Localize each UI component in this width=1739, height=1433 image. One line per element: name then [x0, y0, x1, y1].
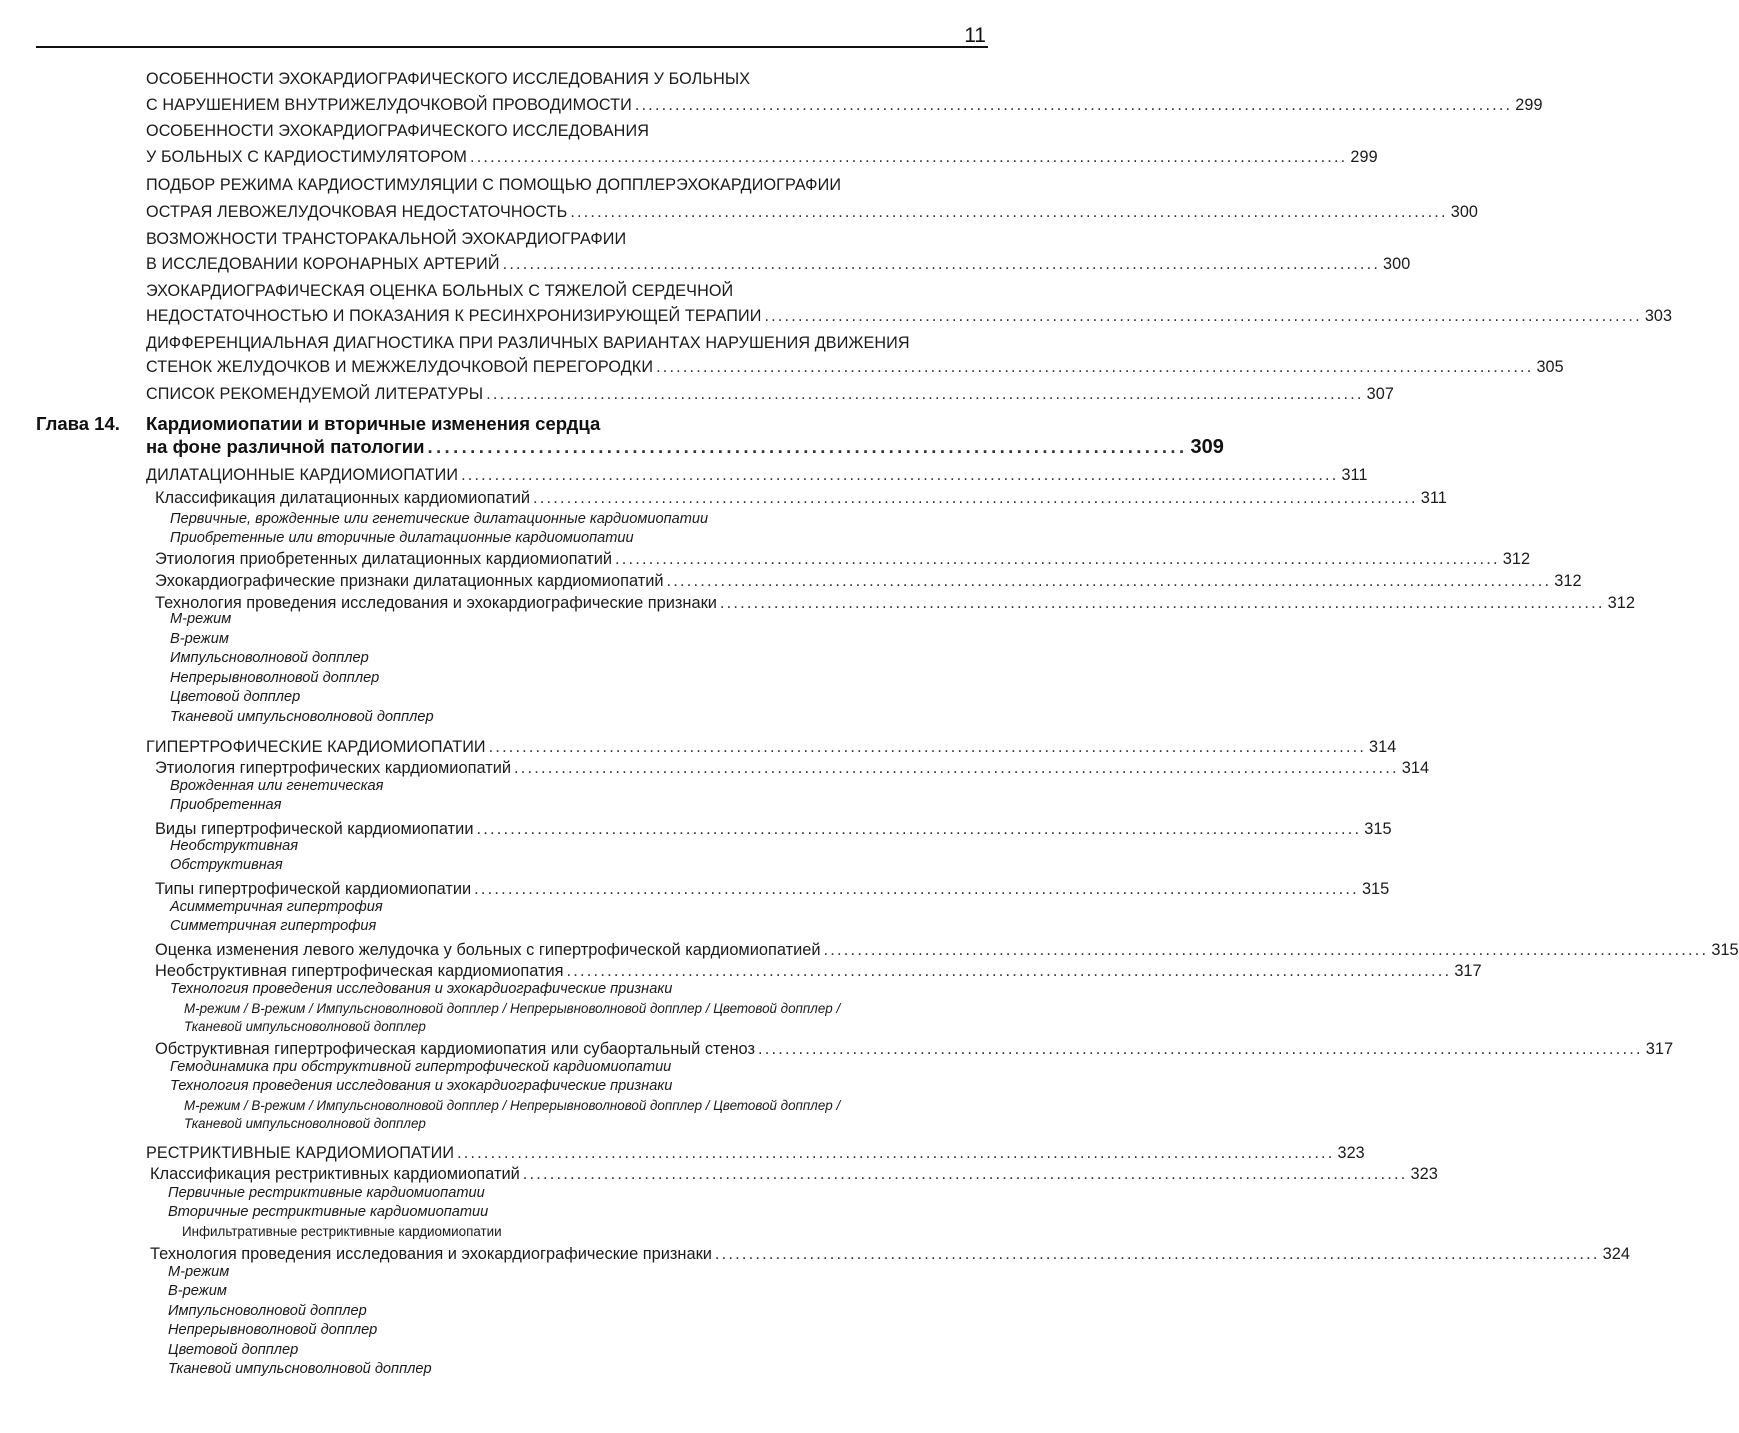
- toc-entry[interactable]: [146, 255, 1411, 274]
- toc-entry-title: Классификация дилатационных кардиомиопатий: [155, 489, 531, 507]
- toc-subitem[interactable]: Импульсноволновой допплер: [168, 1303, 367, 1319]
- dot-leader: ...................................................................................................................................: [758, 1040, 1643, 1058]
- toc-entry[interactable]: [146, 148, 1378, 167]
- toc-entry-line1: ЭХОКАРДИОГРАФИЧЕСКАЯ ОЦЕНКА БОЛЬНЫХ С ТЯЖЕЛОЙ СЕРДЕЧНОЙ: [146, 282, 734, 300]
- dot-leader: ...................................................................................................................................: [476, 820, 1362, 838]
- dot-leader: ...................................................................................................................................: [457, 1144, 1335, 1162]
- chapter-title-line2: на фоне различной патологии: [146, 436, 425, 457]
- dot-leader: ...................................................................................................................................: [470, 148, 1348, 166]
- toc-page-number: 317: [1645, 1040, 1674, 1058]
- toc-page-number: 299: [1515, 96, 1543, 114]
- toc-entry[interactable]: [155, 880, 1390, 899]
- toc-page-number: 307: [1366, 385, 1394, 403]
- toc-page-number: 323: [1337, 1144, 1365, 1162]
- header-rule: [36, 46, 988, 48]
- toc-subitem[interactable]: М-режим: [168, 1264, 230, 1280]
- toc-subitem[interactable]: Тканевой импульсноволновой допплер: [170, 709, 434, 725]
- toc-page-number: 314: [1401, 759, 1430, 777]
- toc-subitem[interactable]: В-режим: [168, 1283, 227, 1299]
- dot-leader: ...................................................................................................................................: [502, 255, 1381, 273]
- toc-entry-title: В ИССЛЕДОВАНИИ КОРОНАРНЫХ АРТЕРИЙ: [146, 255, 500, 273]
- toc-entry-title: Оценка изменения левого желудочка у больных с гипертрофической кардиомиопатией: [155, 941, 821, 959]
- toc-page-number: 299: [1350, 148, 1378, 166]
- toc-page-number: 315: [1364, 820, 1392, 838]
- toc-entry-line1: ОСОБЕННОСТИ ЭХОКАРДИОГРАФИЧЕСКОГО ИССЛЕДОВАНИЯ: [146, 122, 650, 140]
- toc-subitem[interactable]: Импульсноволновой допплер: [170, 650, 369, 666]
- toc-subitem[interactable]: Инфильтративные рестриктивные кардиомиопатии: [182, 1224, 502, 1239]
- toc-subitem[interactable]: Приобретенная: [170, 797, 282, 813]
- toc-entry-title: У БОЛЬНЫХ С КАРДИОСТИМУЛЯТОРОМ: [146, 148, 467, 166]
- toc-subitem[interactable]: В-режим: [170, 631, 229, 647]
- toc-subitem[interactable]: М-режим / В-режим / Импульсноволновой допплер / Непрерывноволновой допплер / Цветовой допплер /: [184, 1098, 841, 1113]
- toc-entry[interactable]: [155, 941, 1739, 960]
- toc-subitem[interactable]: Асимметричная гипертрофия: [170, 899, 383, 915]
- toc-page-number: 305: [1536, 358, 1564, 376]
- toc-entry-title: Технология проведения исследования и эхокардиографические признаки: [150, 1245, 712, 1263]
- toc-subitem[interactable]: Непрерывноволновой допплер: [170, 670, 380, 686]
- toc-page-number: 312: [1607, 594, 1636, 612]
- toc-subitem[interactable]: Тканевой импульсноволновой допплер: [168, 1361, 432, 1377]
- toc-subitem[interactable]: М-режим / В-режим / Импульсноволновой допплер / Непрерывноволновой допплер / Цветовой допплер /: [184, 1001, 841, 1016]
- toc-page-number: 324: [1602, 1245, 1631, 1263]
- dot-leader: ...................................................................................................................................: [488, 738, 1367, 756]
- toc-page-number: 315: [1361, 880, 1390, 898]
- dot-leader: .........................................................................................: [427, 436, 1188, 457]
- toc-page-number: 315: [1711, 941, 1739, 959]
- toc-page-number: 303: [1644, 307, 1673, 325]
- toc-page-number: 312: [1502, 550, 1531, 568]
- toc-entry-title: Типы гипертрофической кардиомиопатии: [155, 880, 472, 898]
- toc-entry[interactable]: [146, 385, 1394, 404]
- toc-entry-title: Этиология приобретенных дилатационных кардиомиопатий: [155, 550, 613, 568]
- dot-leader: ...................................................................................................................................: [570, 203, 1448, 221]
- toc-entry[interactable]: [150, 1245, 1631, 1264]
- dot-leader: ...................................................................................................................................: [823, 941, 1709, 959]
- toc-subitem[interactable]: Первичные рестриктивные кардиомиопатии: [168, 1185, 485, 1201]
- toc-subitem[interactable]: Цветовой допплер: [170, 689, 301, 705]
- toc-subitem[interactable]: Тканевой импульсноволновой допплер: [184, 1019, 426, 1034]
- toc-entry[interactable]: [155, 1040, 1674, 1059]
- toc-page-number: 323: [1410, 1165, 1438, 1183]
- toc-entry[interactable]: [146, 307, 1673, 326]
- toc-subitem[interactable]: Гемодинамика при обструктивной гипертрофической кардиомиопатии: [170, 1059, 672, 1075]
- toc-subitem[interactable]: Тканевой импульсноволновой допплер: [184, 1116, 426, 1131]
- toc-entry-line1: ВОЗМОЖНОСТИ ТРАНСТОРАКАЛЬНОЙ ЭХОКАРДИОГРАФИИ: [146, 230, 627, 248]
- toc-page-number: 311: [1420, 489, 1447, 507]
- dot-leader: ...................................................................................................................................: [719, 594, 1605, 612]
- toc-entry-title: Необструктивная гипертрофическая кардиомиопатия: [155, 962, 564, 980]
- toc-entry[interactable]: [155, 962, 1482, 981]
- toc-page-number: 300: [1450, 203, 1479, 221]
- chapter-page-number: 309: [1190, 436, 1224, 458]
- toc-subitem[interactable]: Обструктивная: [170, 857, 283, 873]
- toc-entry[interactable]: [155, 489, 1447, 508]
- chapter-entry[interactable]: [146, 436, 1224, 459]
- toc-entry[interactable]: [155, 572, 1582, 591]
- dot-leader: ...................................................................................................................................: [566, 962, 1452, 980]
- toc-entry-title: Виды гипертрофической кардиомиопатии: [155, 820, 474, 838]
- chapter-label: Глава 14.: [36, 413, 120, 434]
- toc-entry[interactable]: [146, 96, 1543, 115]
- dot-leader: ...................................................................................................................................: [461, 466, 1339, 484]
- toc-page-number: 317: [1454, 962, 1482, 980]
- chapter-title-line1: Кардиомиопатии и вторичные изменения сердца: [146, 413, 601, 434]
- dot-leader: ...................................................................................................................................: [486, 385, 1364, 403]
- toc-subitem[interactable]: Технология проведения исследования и эхокардиографические признаки: [170, 981, 673, 997]
- toc-subitem[interactable]: Врожденная или генетическая: [170, 778, 384, 794]
- toc-entry-title: НЕДОСТАТОЧНОСТЬЮ И ПОКАЗАНИЯ К РЕСИНХРОНИЗИРУЮЩЕЙ ТЕРАПИИ: [146, 307, 762, 325]
- toc-entry-title: Классификация рестриктивных кардиомиопатий: [150, 1165, 520, 1183]
- toc-entry[interactable]: [155, 759, 1430, 778]
- toc-subitem[interactable]: Вторичные рестриктивные кардиомиопатии: [168, 1204, 489, 1220]
- toc-subitem[interactable]: Первичные, врожденные или генетические дилатационные кардиомиопатии: [170, 511, 709, 527]
- toc-entry-title: Обструктивная гипертрофическая кардиомиопатия или субаортальный стеноз: [155, 1040, 755, 1058]
- dot-leader: ...................................................................................................................................: [615, 550, 1500, 568]
- dot-leader: ...................................................................................................................................: [656, 358, 1534, 376]
- toc-page-number: 312: [1554, 572, 1582, 590]
- toc-entry-line1: ОСОБЕННОСТИ ЭХОКАРДИОГРАФИЧЕСКОГО ИССЛЕДОВАНИЯ У БОЛЬНЫХ: [146, 70, 751, 88]
- toc-page-number: 314: [1369, 738, 1397, 756]
- dot-leader: ...................................................................................................................................: [634, 96, 1513, 114]
- toc-entry[interactable]: [155, 550, 1531, 569]
- toc-entry-title: СПИСОК РЕКОМЕНДУЕМОЙ ЛИТЕРАТУРЫ: [146, 385, 484, 403]
- toc-entry[interactable]: [150, 1165, 1438, 1184]
- toc-subitem[interactable]: Необструктивная: [170, 838, 299, 854]
- toc-subitem[interactable]: Приобретенные или вторичные дилатационные кардиомиопатии: [170, 530, 634, 546]
- dot-leader: ...................................................................................................................................: [714, 1245, 1600, 1263]
- dot-leader: ...................................................................................................................................: [522, 1165, 1408, 1183]
- toc-section-heading[interactable]: [146, 466, 1368, 485]
- toc-entry[interactable]: [155, 820, 1392, 839]
- toc-entry-title: Технология проведения исследования и эхокардиографические признаки: [155, 594, 717, 612]
- toc-subitem[interactable]: Технология проведения исследования и эхокардиографические признаки: [170, 1078, 673, 1094]
- toc-entry[interactable]: [146, 203, 1479, 222]
- toc-entry-title: Этиология гипертрофических кардиомиопатий: [155, 759, 512, 777]
- dot-leader: ...................................................................................................................................: [764, 307, 1642, 325]
- toc-subitem[interactable]: Непрерывноволновой допплер: [168, 1322, 378, 1338]
- toc-entry-title: ОСТРАЯ ЛЕВОЖЕЛУДОЧКОВАЯ НЕДОСТАТОЧНОСТЬ: [146, 203, 568, 221]
- toc-page-number: 300: [1383, 255, 1411, 273]
- dot-leader: ...................................................................................................................................: [533, 489, 1418, 507]
- section-title: ДИЛАТАЦИОННЫЕ КАРДИОМИОПАТИИ: [146, 466, 459, 484]
- toc-section-heading[interactable]: [146, 738, 1397, 757]
- toc-subitem[interactable]: Симметричная гипертрофия: [170, 918, 377, 934]
- toc-subitem[interactable]: Цветовой допплер: [168, 1342, 299, 1358]
- section-title: РЕСТРИКТИВНЫЕ КАРДИОМИОПАТИИ: [146, 1144, 455, 1162]
- toc-entry-line1: ДИФФЕРЕНЦИАЛЬНАЯ ДИАГНОСТИКА ПРИ РАЗЛИЧНЫХ ВАРИАНТАХ НАРУШЕНИЯ ДВИЖЕНИЯ: [146, 334, 910, 352]
- dot-leader: ...................................................................................................................................: [666, 572, 1552, 590]
- toc-subitem[interactable]: М-режим: [170, 611, 232, 627]
- toc-page-number: 311: [1341, 466, 1368, 484]
- page-number: 11: [964, 24, 986, 47]
- toc-entry-line1: ПОДБОР РЕЖИМА КАРДИОСТИМУЛЯЦИИ С ПОМОЩЬЮ ДОППЛЕРЭХОКАРДИОГРАФИИ: [146, 176, 842, 194]
- toc-section-heading[interactable]: [146, 1144, 1365, 1163]
- toc-entry-title: С НАРУШЕНИЕМ ВНУТРИЖЕЛУДОЧКОВОЙ ПРОВОДИМОСТИ: [146, 96, 632, 114]
- dot-leader: ...................................................................................................................................: [514, 759, 1399, 777]
- section-title: ГИПЕРТРОФИЧЕСКИЕ КАРДИОМИОПАТИИ: [146, 738, 486, 756]
- toc-entry[interactable]: [146, 358, 1564, 377]
- toc-entry-title: СТЕНОК ЖЕЛУДОЧКОВ И МЕЖЖЕЛУДОЧКОВОЙ ПЕРЕГОРОДКИ: [146, 358, 654, 376]
- toc-entry[interactable]: [155, 594, 1636, 613]
- dot-leader: ...................................................................................................................................: [474, 880, 1359, 898]
- toc-entry-title: Эхокардиографические признаки дилатационных кардиомиопатий: [155, 572, 664, 590]
